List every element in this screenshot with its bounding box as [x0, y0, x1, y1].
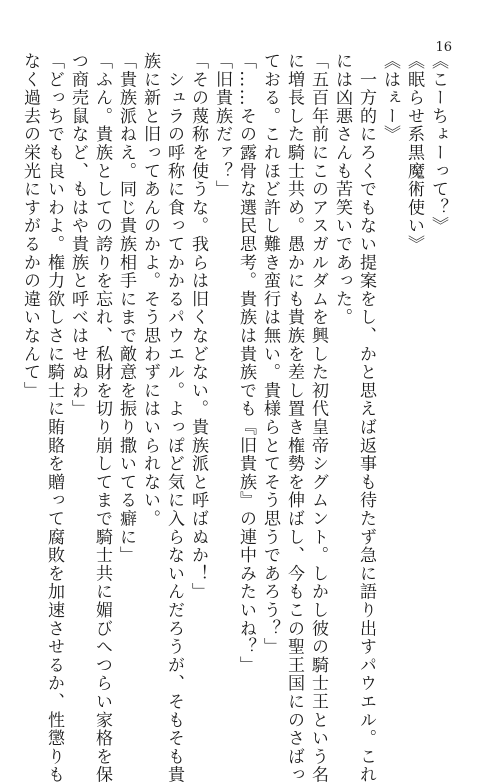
page-number: 16: [435, 40, 452, 55]
text-line: 族に新と旧ってあんのかよ。そう思わずにはいられない。: [140, 52, 160, 528]
vertical-text-body: [20, 52, 450, 784]
text-line: 《はぇー》: [380, 52, 400, 144]
text-line: 「旧貴族だァ？」: [212, 52, 232, 199]
text-line: 「どっちでも良いわよ。権力欲しさに騎士に賄賂を贈って腐敗を加速させるか、性懲りも: [44, 52, 64, 784]
text-line: つ商売鼠など、もはや貴族と呼べはせぬわ」: [68, 52, 88, 418]
text-line: なく過去の栄光にすがるかの違いなんて」: [20, 52, 40, 400]
text-line: 「その蔑称を使うな。我らは旧くなどない。貴族派と呼ばぬか！」: [188, 52, 208, 601]
text-line: 「貴族派ねえ。同じ貴族相手にまで敵意を振り撒いてる癖に」: [116, 52, 136, 565]
text-line: 一方的にろくでもない提案をし、かと思えば返事も待たず急に語り出すパウエル。これ: [356, 52, 376, 784]
text-line: シュラの呼称に食ってかかるパウエル。よっぽど気に入らないんだろうが、そもそも貴: [164, 52, 184, 784]
text-line: 《眠らせ系黒魔術使い》: [404, 52, 424, 254]
text-line: 「ふん。貴族としての誇りを忘れ、私財を切り崩してまで騎士共に媚びへつらい家格を保: [92, 52, 112, 784]
text-line: ておる。これほど許し難き蛮行は無い。貴様らとてそう思うであろう？」: [260, 52, 280, 656]
text-line: 「五百年前にこのアスガルダムを興した初代皇帝シグムント。しかし彼の騎士王という名: [308, 52, 328, 784]
text-line: に増長した騎士共め。愚かにも貴族を差し置き権勢を伸ばし、今もこの聖王国にのさばっ: [284, 52, 304, 784]
text-line: 《こーちょーって？》: [428, 52, 448, 235]
text-line: 「……その露骨な選民思考。貴族は貴族でも『旧貴族』の連中みたいね？」: [236, 52, 256, 675]
text-line: には凶悪さんも苦笑いであった。: [332, 52, 352, 327]
